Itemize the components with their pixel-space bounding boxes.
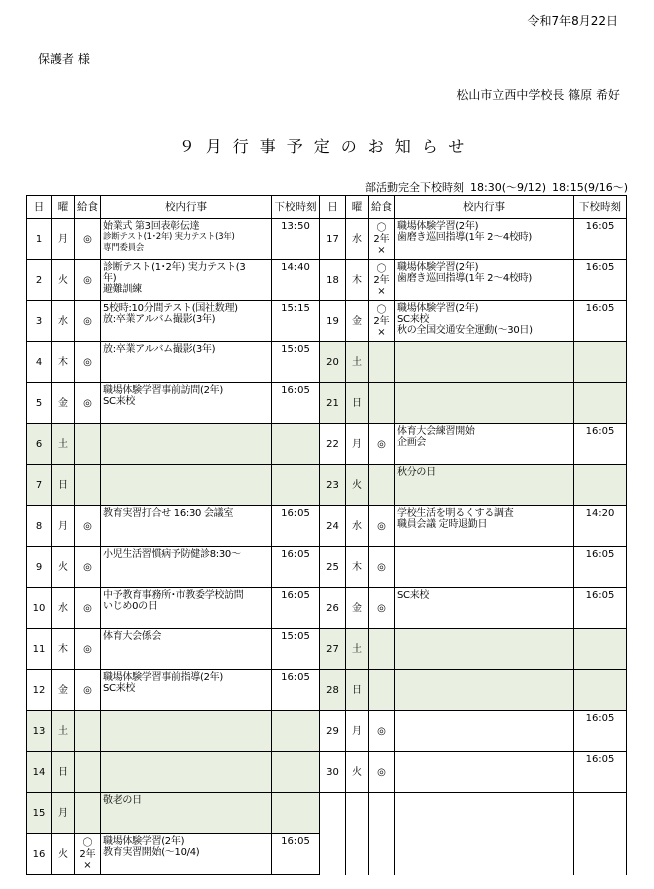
events-cell xyxy=(395,424,574,465)
col-meal: 給食 xyxy=(369,196,395,219)
weekday-cell: 月 xyxy=(346,711,369,752)
events-cell xyxy=(395,342,574,383)
day-cell: 2 xyxy=(27,260,52,301)
weekday-cell: 火 xyxy=(346,465,369,506)
meal-mark: 2年 xyxy=(373,274,390,286)
day-cell: 5 xyxy=(27,383,52,424)
events-cell xyxy=(101,588,272,629)
events-cell xyxy=(395,752,574,793)
empty-cell xyxy=(346,834,369,875)
meal-cell: ◎ xyxy=(75,260,101,301)
event-line: いじめ0の日 xyxy=(103,601,158,612)
day-cell: 9 xyxy=(27,547,52,588)
dismissal-time-cell xyxy=(272,424,320,465)
meal-cell xyxy=(369,670,395,711)
event-line: 体育大会練習開始 xyxy=(397,426,475,437)
event-line: 職場体験学習事前訪問(2年) xyxy=(103,385,223,396)
meal-mark: × xyxy=(377,244,386,256)
weekday-cell: 日 xyxy=(346,383,369,424)
schedule-row xyxy=(27,465,627,506)
dismissal-time-cell: 16:05 xyxy=(574,301,627,342)
weekday-cell: 木 xyxy=(52,342,75,383)
recipient: 保護者 様 xyxy=(38,52,90,66)
meal-cell xyxy=(75,424,101,465)
col-events: 校内行事 xyxy=(395,196,574,219)
meal-cell: ◎ xyxy=(75,219,101,260)
day-cell: 19 xyxy=(320,301,346,342)
event-line: 診断テスト(1･2年) 実力テスト(3年) xyxy=(103,232,235,242)
event-line: 教育実習開始(～10/4) xyxy=(103,847,200,858)
weekday-cell: 金 xyxy=(346,301,369,342)
col-time: 下校時刻 xyxy=(272,196,320,219)
event-line: 敬老の日 xyxy=(103,795,142,806)
meal-mark: × xyxy=(83,859,92,871)
event-line: 職場体験学習事前指導(2年) xyxy=(103,672,223,683)
day-cell: 8 xyxy=(27,506,52,547)
day-cell: 7 xyxy=(27,465,52,506)
issue-date: 令和7年8月22日 xyxy=(527,14,618,28)
weekday-cell: 水 xyxy=(346,506,369,547)
weekday-cell: 火 xyxy=(52,547,75,588)
meal-cell xyxy=(75,793,101,834)
empty-cell xyxy=(369,834,395,875)
dismissal-time-cell xyxy=(574,342,627,383)
day-cell: 29 xyxy=(320,711,346,752)
empty-cell xyxy=(574,834,627,875)
day-cell: 13 xyxy=(27,711,52,752)
weekday-cell: 金 xyxy=(52,670,75,711)
events-cell xyxy=(101,260,272,301)
day-cell: 18 xyxy=(320,260,346,301)
day-cell: 26 xyxy=(320,588,346,629)
weekday-cell: 金 xyxy=(52,383,75,424)
event-line: 秋分の日 xyxy=(397,467,436,478)
weekday-cell: 木 xyxy=(346,260,369,301)
weekday-cell: 日 xyxy=(52,752,75,793)
meal-cell xyxy=(369,465,395,506)
meal-cell xyxy=(75,711,101,752)
events-cell xyxy=(101,834,272,875)
day-cell: 1 xyxy=(27,219,52,260)
event-line: 職場体験学習(2年) xyxy=(397,221,479,232)
dismissal-time-cell: 16:05 xyxy=(272,383,320,424)
events-cell xyxy=(101,424,272,465)
dismissal-time-cell xyxy=(272,752,320,793)
events-cell xyxy=(101,752,272,793)
weekday-cell: 火 xyxy=(346,752,369,793)
event-line: 企画会 xyxy=(397,437,427,448)
event-line: 歯磨き巡回指導(1年 2～4校時) xyxy=(397,273,532,284)
weekday-cell: 土 xyxy=(52,711,75,752)
empty-cell xyxy=(346,793,369,834)
dismissal-time-cell: 15:05 xyxy=(272,342,320,383)
col-weekday: 曜 xyxy=(346,196,369,219)
day-cell: 11 xyxy=(27,629,52,670)
events-cell xyxy=(101,629,272,670)
dismissal-time-cell: 16:05 xyxy=(574,588,627,629)
weekday-cell: 金 xyxy=(346,588,369,629)
col-meal: 給食 xyxy=(75,196,101,219)
meal-mark: 〇 xyxy=(376,222,387,234)
empty-cell xyxy=(574,793,627,834)
meal-cell: ◎ xyxy=(369,424,395,465)
dismissal-time-cell xyxy=(574,465,627,506)
dismissal-time-cell: 16:05 xyxy=(272,670,320,711)
meal-cell xyxy=(369,383,395,424)
meal-cell: ◎ xyxy=(75,547,101,588)
schedule-row xyxy=(27,670,627,711)
day-cell: 21 xyxy=(320,383,346,424)
event-line: 避難訓練 xyxy=(103,284,142,295)
events-cell xyxy=(101,711,272,752)
events-cell xyxy=(101,506,272,547)
day-cell: 14 xyxy=(27,752,52,793)
event-line: 職場体験学習(2年) xyxy=(397,262,479,273)
dismissal-time-cell: 16:05 xyxy=(574,219,627,260)
meal-cell: ◎ xyxy=(75,629,101,670)
weekday-cell: 月 xyxy=(52,219,75,260)
schedule-row xyxy=(27,506,627,547)
day-cell: 4 xyxy=(27,342,52,383)
dismissal-time-cell xyxy=(272,793,320,834)
weekday-cell: 土 xyxy=(52,424,75,465)
meal-cell: ◎ xyxy=(75,383,101,424)
club-label: 部活動完全下校時刻 xyxy=(365,181,464,194)
weekday-cell: 木 xyxy=(346,547,369,588)
weekday-cell: 日 xyxy=(346,670,369,711)
event-line: 職場体験学習(2年) xyxy=(103,836,185,847)
day-cell: 3 xyxy=(27,301,52,342)
dismissal-time-cell: 15:05 xyxy=(272,629,320,670)
meal-cell: ◎ xyxy=(369,588,395,629)
event-line: 職員会議 定時退勤日 xyxy=(397,519,488,530)
meal-mark: 〇 xyxy=(82,837,93,849)
meal-cell xyxy=(75,752,101,793)
events-cell xyxy=(101,465,272,506)
day-cell: 15 xyxy=(27,793,52,834)
empty-cell xyxy=(395,793,574,834)
event-line: 診断テスト(1･2年) 実力テスト(3 xyxy=(103,262,246,273)
dismissal-time-cell: 13:50 xyxy=(272,219,320,260)
dismissal-time-cell: 16:05 xyxy=(272,506,320,547)
schedule-row xyxy=(27,629,627,670)
day-cell: 17 xyxy=(320,219,346,260)
events-cell xyxy=(395,547,574,588)
meal-cell xyxy=(75,465,101,506)
event-line: 放:卒業アルバム撮影(3年) xyxy=(103,344,216,355)
header-row xyxy=(27,196,627,219)
weekday-cell: 土 xyxy=(346,342,369,383)
schedule-row xyxy=(27,260,627,301)
empty-cell xyxy=(320,793,346,834)
meal-cell xyxy=(369,260,395,301)
day-cell: 24 xyxy=(320,506,346,547)
event-line: 5校時:10分間テスト(国社数理) xyxy=(103,303,238,314)
schedule-row xyxy=(27,588,627,629)
dismissal-time-cell: 15:15 xyxy=(272,301,320,342)
meal-mark: 〇 xyxy=(376,304,387,316)
dismissal-time-cell: 14:20 xyxy=(574,506,627,547)
dismissal-time-cell: 16:05 xyxy=(574,711,627,752)
events-cell xyxy=(101,383,272,424)
events-cell xyxy=(101,547,272,588)
col-day: 日 xyxy=(27,196,52,219)
meal-cell: ◎ xyxy=(369,711,395,752)
day-cell: 20 xyxy=(320,342,346,383)
club-time-1: 18:30(～9/12) xyxy=(470,181,546,194)
dismissal-time-cell: 16:05 xyxy=(574,424,627,465)
events-cell xyxy=(395,629,574,670)
page-title: ９月行事予定のお知らせ xyxy=(178,137,476,156)
event-line: SC来校 xyxy=(397,590,430,601)
schedule-row xyxy=(27,383,627,424)
event-line: 始業式 第3回表彰伝達 xyxy=(103,221,200,232)
events-cell xyxy=(395,301,574,342)
meal-cell: ◎ xyxy=(75,588,101,629)
meal-cell: ◎ xyxy=(369,752,395,793)
event-line: 秋の全国交通安全運動(～30日) xyxy=(397,325,533,336)
empty-cell xyxy=(320,834,346,875)
schedule-row xyxy=(27,219,627,260)
weekday-cell: 木 xyxy=(52,629,75,670)
weekday-cell: 火 xyxy=(52,834,75,875)
weekday-cell: 月 xyxy=(52,506,75,547)
schedule-row xyxy=(27,711,627,752)
events-cell xyxy=(101,793,272,834)
event-line: 教育実習打合せ 16:30 会議室 xyxy=(103,508,234,519)
day-cell: 25 xyxy=(320,547,346,588)
events-cell xyxy=(101,670,272,711)
day-cell: 30 xyxy=(320,752,346,793)
schedule-row xyxy=(27,301,627,342)
weekday-cell: 月 xyxy=(346,424,369,465)
day-cell: 27 xyxy=(320,629,346,670)
event-line: 職場体験学習(2年) xyxy=(397,303,479,314)
meal-cell: ◎ xyxy=(75,506,101,547)
col-time: 下校時刻 xyxy=(574,196,627,219)
meal-cell xyxy=(369,219,395,260)
meal-cell xyxy=(75,834,101,875)
meal-cell xyxy=(369,301,395,342)
schedule-row xyxy=(27,834,627,875)
weekday-cell: 火 xyxy=(52,260,75,301)
dismissal-time-cell: 14:40 xyxy=(272,260,320,301)
dismissal-time-cell: 16:05 xyxy=(574,260,627,301)
col-day: 日 xyxy=(320,196,346,219)
events-cell xyxy=(101,219,272,260)
empty-cell xyxy=(395,834,574,875)
meal-mark: 〇 xyxy=(376,263,387,275)
dismissal-time-cell xyxy=(272,711,320,752)
event-line: SC来校 xyxy=(103,683,136,694)
club-time-2: 18:15(9/16～) xyxy=(552,181,628,194)
day-cell: 22 xyxy=(320,424,346,465)
event-line: SC来校 xyxy=(397,314,430,325)
events-cell xyxy=(395,506,574,547)
event-line: 小児生活習慣病予防健診8:30～ xyxy=(103,549,241,560)
schedule-row xyxy=(27,424,627,465)
meal-cell: ◎ xyxy=(369,506,395,547)
col-events: 校内行事 xyxy=(101,196,272,219)
empty-cell xyxy=(369,793,395,834)
events-cell xyxy=(395,465,574,506)
event-line: 年) xyxy=(103,273,117,284)
day-cell: 28 xyxy=(320,670,346,711)
weekday-cell: 土 xyxy=(346,629,369,670)
events-cell xyxy=(395,383,574,424)
day-cell: 23 xyxy=(320,465,346,506)
dismissal-time-cell xyxy=(574,670,627,711)
day-cell: 16 xyxy=(27,834,52,875)
sender: 松山市立西中学校長 篠原 希好 xyxy=(456,88,620,102)
meal-cell xyxy=(369,629,395,670)
dismissal-time-cell: 16:05 xyxy=(574,547,627,588)
schedule-table xyxy=(26,195,627,875)
dismissal-time-cell: 16:05 xyxy=(272,834,320,875)
weekday-cell: 日 xyxy=(52,465,75,506)
dismissal-time-cell: 16:05 xyxy=(574,752,627,793)
event-line: SC来校 xyxy=(103,396,136,407)
day-cell: 12 xyxy=(27,670,52,711)
event-line: 学校生活を明るくする調査 xyxy=(397,508,514,519)
schedule-row xyxy=(27,752,627,793)
meal-mark: 2年 xyxy=(373,315,390,327)
events-cell xyxy=(395,588,574,629)
schedule-row xyxy=(27,342,627,383)
event-line: 専門委員会 xyxy=(103,243,145,253)
col-weekday: 曜 xyxy=(52,196,75,219)
dismissal-time-cell: 16:05 xyxy=(272,588,320,629)
event-line: 中予教育事務所･市教委学校訪問 xyxy=(103,590,244,601)
dismissal-time-cell xyxy=(272,465,320,506)
day-cell: 6 xyxy=(27,424,52,465)
meal-cell: ◎ xyxy=(75,342,101,383)
schedule-row xyxy=(27,793,627,834)
weekday-cell: 水 xyxy=(52,301,75,342)
events-cell xyxy=(101,301,272,342)
events-cell xyxy=(395,711,574,752)
club-dismissal-note xyxy=(365,179,628,195)
meal-cell: ◎ xyxy=(75,301,101,342)
meal-mark: 2年 xyxy=(79,848,96,860)
meal-cell: ◎ xyxy=(75,670,101,711)
weekday-cell: 水 xyxy=(346,219,369,260)
event-line: 体育大会係会 xyxy=(103,631,162,642)
event-line: 放:卒業アルバム撮影(3年) xyxy=(103,314,216,325)
day-cell: 10 xyxy=(27,588,52,629)
weekday-cell: 月 xyxy=(52,793,75,834)
meal-mark: 2年 xyxy=(373,233,390,245)
dismissal-time-cell xyxy=(574,629,627,670)
weekday-cell: 水 xyxy=(52,588,75,629)
dismissal-time-cell xyxy=(574,383,627,424)
meal-mark: × xyxy=(377,285,386,297)
events-cell xyxy=(395,260,574,301)
event-line: 歯磨き巡回指導(1年 2～4校時) xyxy=(397,232,532,243)
events-cell xyxy=(101,342,272,383)
events-cell xyxy=(395,670,574,711)
meal-cell xyxy=(369,342,395,383)
meal-mark: × xyxy=(377,326,386,338)
meal-cell: ◎ xyxy=(369,547,395,588)
schedule-row xyxy=(27,547,627,588)
events-cell xyxy=(395,219,574,260)
dismissal-time-cell: 16:05 xyxy=(272,547,320,588)
